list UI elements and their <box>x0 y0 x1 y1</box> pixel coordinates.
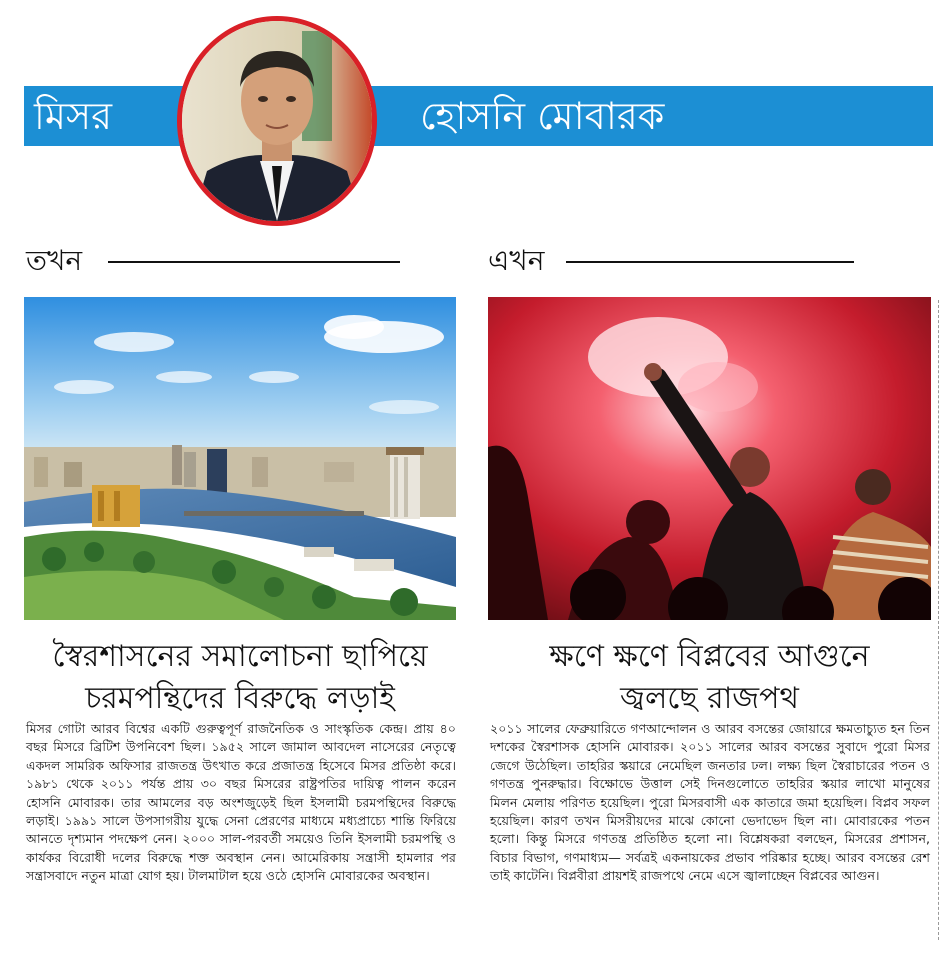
column-divider <box>938 300 939 940</box>
now-label: এখন <box>488 244 545 277</box>
cairo-nile-skyline-photo <box>24 297 456 620</box>
then-rule <box>108 261 400 263</box>
then-body-text: মিসর গোটা আরব বিশ্বের একটি গুরুত্বপূর্ণ রাজনৈতিক ও সাংস্কৃতিক কেন্দ্র। প্রায় ৪০ বছর মিসরে ব্রিটিশ উপনিবেশ ছিল। ১৯৫২ সালে জামাল আবদেল নাসেরের নেতৃত্বে একদল সামরিক অফিসার রাজতন্ত্র উৎখাত করে প্রজাতন্ত্র হিসেবে মিসর প্রতিষ্ঠা করে। ১৯৮১ থেকে ২০১১ পর্যন্ত প্রায় ৩০ বছর মিসরের রাষ্ট্রপতির দায়িত্ব পালন করেন হোসনি মোবারক। তার আমলের বড় অংশজুড়েই ছিল ইসলামী চরমপন্থিদের বিরুদ্ধে লড়াই। ১৯৯১ সালে উপসাগরীয় যুদ্ধে সেনা প্রেরণের মাধ্যমে মধ্যপ্রাচ্যে শান্তি ফিরিয়ে আনতে দৃশ্যমান পদক্ষেপ নেন। ২০০০ সাল-পরবর্তী সময়েও তিনি ইসলামী চরমপন্থি ও কার্যকর বিরোধী দলের বিরুদ্ধে শক্ত অবস্থান নেন। আমেরিকায় সন্ত্রাসী হামলার পর সন্ত্রাসবাদে নতুন মাত্রা যোগ হয়। টালমাটাল হয়ে ওঠে হোসনি মোবারকের অবস্থান। <box>26 721 456 884</box>
then-headline-line1: স্বৈরশাসনের সমালোচনা ছাপিয়ে <box>52 639 428 674</box>
portrait-photo <box>177 16 377 226</box>
then-headline-line2: চরমপন্থিদের বিরুদ্ধে লড়াই <box>85 681 395 716</box>
now-headline <box>488 636 931 720</box>
person-title: হোসনি মোবারক <box>420 94 665 138</box>
now-headline-line2: জ্বলছে রাজপথ <box>620 681 799 716</box>
then-headline <box>24 636 456 720</box>
then-label: তখন <box>26 244 83 277</box>
protest-flare-crowd-photo <box>488 297 931 620</box>
now-body-text: ২০১১ সালের ফেব্রুয়ারিতে গণআন্দোলন ও আরব বসন্তের জোয়ারে ক্ষমতাচ্যুত হন তিন দশকের স্বৈরশাসক হোসনি মোবারক। ২০১১ সালের আরব বসন্তের সুবাদে পুরো মিসর জেগে উঠেছিল। তাহরির স্কয়ারে নেমেছিল জনতার ঢল। লক্ষ্য ছিল স্বৈরাচারের পতন ও গণতন্ত্র পুনরুদ্ধার। বিক্ষোভে উত্তাল সেই দিনগুলোতে তাহরির স্কয়ার লাখো মানুষের মিলন মেলায় পরিণত হয়েছিল। পুরো মিসরবাসী এক কাতারে জমা হয়েছিল। বিপ্লব সফল হয়েছিল। কারণ তখন মিসরীয়দের মাঝে কোনো ভেদাভেদ ছিল না। মোবারকের পতন হলো। কিন্তু মিসরে গণতন্ত্র প্রতিষ্ঠিত হলো না। বিশ্লেষকরা বলছেন, মিসরের প্রশাসন, বিচার বিভাগ, গণমাধ্যম— সর্বত্রই একনায়কের প্রভাব পরিষ্কার হচ্ছে। আরব বসন্তের রেশ তাই কাটেনি। বিপ্লবীরা প্রায়শই রাজপথে নেমে এসে জ্বালাচ্ছেন বিপ্লবের আগুন। <box>490 721 931 884</box>
country-title: মিসর <box>34 94 112 138</box>
now-rule <box>566 261 854 263</box>
now-headline-line1: ক্ষণে ক্ষণে বিপ্লবের আগুনে <box>549 639 870 674</box>
